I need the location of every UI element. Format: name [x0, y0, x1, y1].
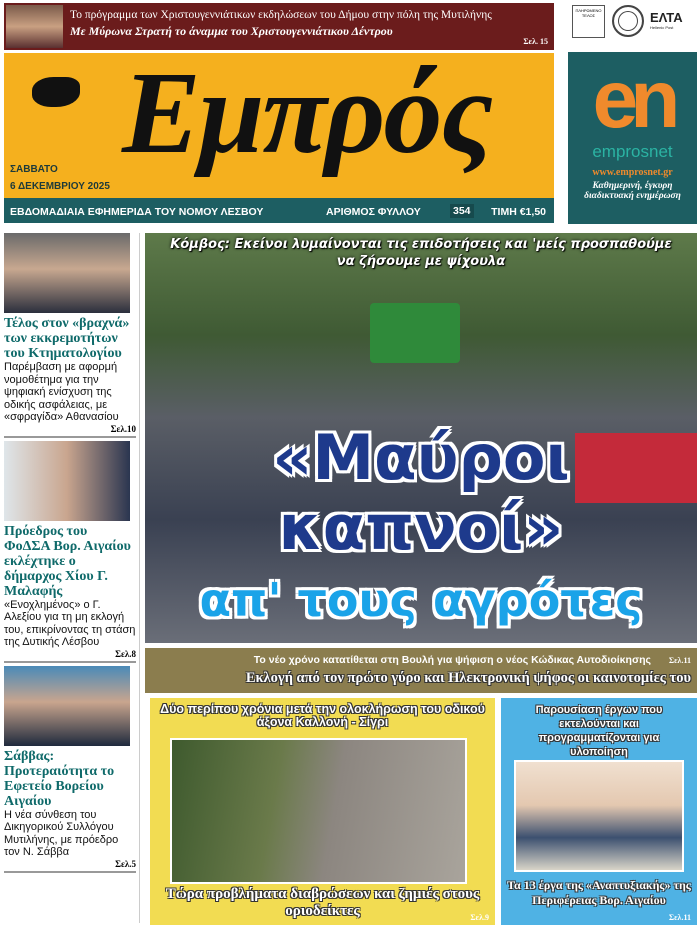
- emprosnet-tagline2: διαδικτυακή ενημέρωση: [584, 191, 681, 201]
- band-headline: Εκλογή από τον πρώτο γύρο και Ηλεκτρονική ψήφος οι καινοτομίες του: [245, 670, 691, 686]
- masthead-date: 6 ΔΕΚΕΜΒΡΙΟΥ 2025: [10, 181, 110, 192]
- sidebar-photo-1: [4, 233, 130, 313]
- emprosnet-box[interactable]: [568, 52, 697, 224]
- issue-label: ΑΡΙΘΜΟΣ ΦΥΛΛΟΥ: [326, 206, 421, 218]
- road-kicker: Δύο περίπου χρόνια μετά την ολοκλήρωση του οδικού άξονα Καλλονή - Σίγρι: [160, 702, 485, 729]
- banner-photo: [6, 5, 63, 48]
- main-story-photo[interactable]: [145, 233, 697, 643]
- band-page: Σελ.11: [668, 656, 691, 665]
- top-banner[interactable]: [4, 3, 554, 50]
- sidebar-photo-2: [4, 441, 130, 521]
- postage-stamp: ΠΛΗΡΩΜΕΝΟ ΤΕΛΟΣ: [572, 5, 605, 38]
- sidebar-body: «Ενοχλημένος» ο Γ. Αλεξίου για τη μη εκλογή του, επικρίνοντας τη στάση της Δυτικής Λέσβου: [4, 598, 136, 648]
- road-page: Σελ.9: [470, 913, 489, 922]
- banner-line2: Με Μύρωνα Στρατή το άναμμα του Χριστουγεννιάτικου Δέντρου: [70, 24, 393, 38]
- sidebar-headline: Τέλος στον «βραχνά» των εκκρεμοτήτων του Κτηματολογίου: [4, 316, 130, 361]
- seal-icon: [612, 5, 644, 37]
- masthead-title: Εμπρός: [122, 47, 492, 178]
- emprosnet-name: emprosnet: [592, 142, 673, 161]
- region-kicker: Παρουσίαση έργων που εκτελούνται και προγραμματίζονται για υλοποίηση: [535, 704, 663, 758]
- main-headline-1: «Μαύροι: [272, 421, 570, 494]
- sidebar-body: Η νέα σύνθεση του Δικηγορικού Συλλόγου Μυτιλήνης, με πρόεδρο τον Ν. Σάββα: [4, 808, 119, 858]
- masthead-day: ΣΑΒΒΑΤΟ: [10, 164, 58, 175]
- price: ΤΙΜΗ €1,50: [491, 206, 546, 218]
- sidebar-body: Παρέμβαση με αφορμή νομοθέτημα για την ψηφιακή ενίσχυση της οδικής ασφάλειας, με «σφραγίδα» Αθανασίου: [4, 361, 119, 423]
- main-headline-3: απ' τους αγρότες: [199, 573, 643, 627]
- sidebar-headline: Σάββας: Προτεραιότητα το Εφετείο Βορείου Αιγαίου: [4, 748, 115, 809]
- road-photo: [170, 738, 467, 884]
- road-headline: Τώρα προβλήματα διαβρώσεων και ζημιές στους οριοδείκτες: [165, 886, 480, 919]
- sidebar: [4, 233, 136, 925]
- region-headline: Τα 13 έργα της «Αναπτυξιακής» της Περιφέρειας Βορ. Αιγαίου: [507, 878, 691, 907]
- sidebar-photo-3: [4, 666, 130, 746]
- banner-line1: Το πρόγραμμα των Χριστουγεννιάτικων εκδηλώσεων του Δήμου στην πόλη της Μυτιλήνης: [70, 9, 492, 21]
- elta-sub: Hellenic Post: [650, 25, 674, 30]
- sidebar-story-1[interactable]: [4, 316, 136, 438]
- band-subtitle: Το νέο χρόνο κατατίθεται στη Βουλή για ψήφιση ο νέος Κώδικας Αυτοδιοίκησης: [253, 654, 651, 666]
- elta-logo: [650, 10, 683, 30]
- column-divider: [139, 233, 140, 923]
- main-kicker: Κόμβος: Εκείνοι λυμαίνονται τις επιδοτήσεις και 'μείς προσπαθούμε να ζήσουμε με ψίχουλα: [170, 237, 672, 269]
- sidebar-headline: Πρόεδρος του ΦοΔΣΑ Βορ. Αιγαίου εκλέχτηκε ο δήμαρχος Χίου Γ. Μαλαφής: [4, 523, 131, 599]
- region-page: Σελ.11: [668, 913, 691, 922]
- region-story[interactable]: [501, 698, 697, 925]
- emprosnet-url[interactable]: www.emprosnet.gr: [592, 167, 673, 178]
- emprosnet-tagline1: Καθημερινή, έγκυρη: [592, 181, 673, 191]
- lesvos-map-icon: [32, 77, 80, 107]
- tractor: [370, 303, 460, 363]
- region-photo: [514, 760, 684, 872]
- sidebar-page: Σελ.8: [4, 649, 136, 663]
- sidebar-page: Σελ.5: [4, 859, 136, 873]
- masthead-subtitle: ΕΒΔΟΜΑΔΙΑΙΑ ΕΦΗΜΕΡΙΔΑ ΤΟΥ ΝΟΜΟΥ ΛΕΣΒΟΥ: [10, 206, 264, 218]
- banner-page: Σελ. 15: [523, 37, 548, 46]
- masthead: [4, 47, 554, 223]
- issue-number: 354: [450, 204, 474, 218]
- sidebar-story-3[interactable]: [4, 749, 136, 873]
- sidebar-page: Σελ.10: [4, 424, 136, 438]
- elta-text: ΕΛΤΑ: [650, 10, 683, 25]
- sidebar-story-2[interactable]: [4, 524, 136, 663]
- emprosnet-logo: en: [592, 54, 673, 145]
- autodiikisi-band[interactable]: [145, 648, 697, 693]
- main-headline-2: καπνοί»: [278, 491, 564, 564]
- road-story[interactable]: [150, 698, 495, 925]
